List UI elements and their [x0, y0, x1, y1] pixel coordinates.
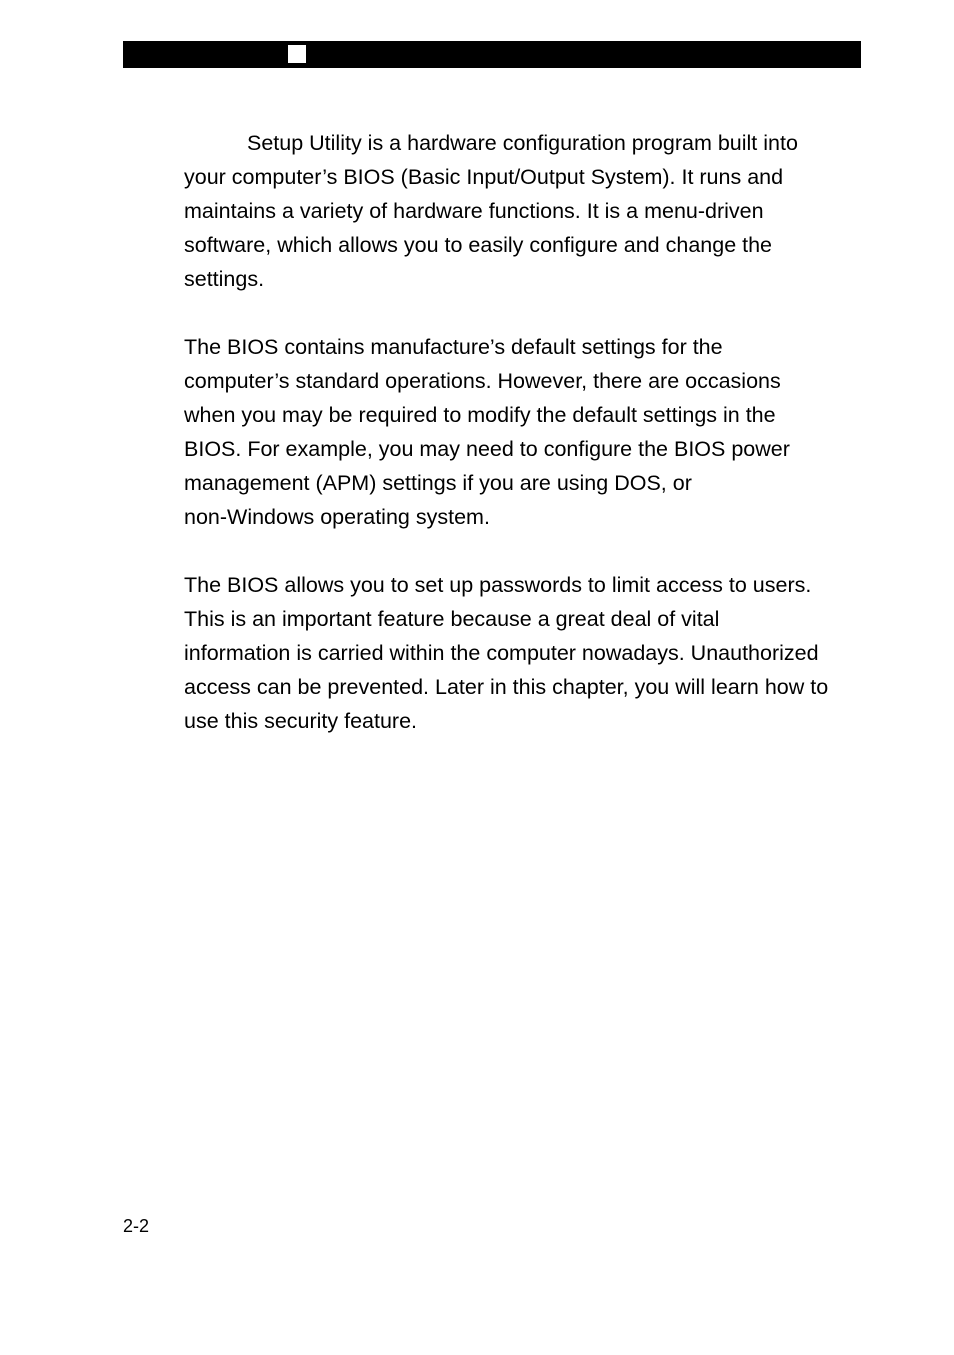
text-line: when you may be required to modify the default settings in the — [184, 403, 776, 427]
text-line: non-Windows operating system. — [184, 505, 490, 529]
text-line: The BIOS allows you to set up passwords to limit access to users. — [184, 573, 812, 597]
text-line: information is carried within the computer nowadays. Unauthorized — [184, 641, 819, 665]
text-line: BIOS. For example, you may need to configure the BIOS power — [184, 437, 790, 461]
text-line: your computer’s BIOS (Basic Input/Output System). It runs and — [184, 165, 784, 189]
text-line: maintains a variety of hardware functions. It is a menu-driven — [184, 199, 764, 223]
text-line: settings. — [184, 267, 265, 291]
body-text — [184, 126, 864, 772]
paragraph-default-settings — [184, 330, 864, 534]
page-number: 2-2 — [123, 1216, 150, 1236]
text-line: computer’s standard operations. However, there are occasions — [184, 369, 781, 393]
text-line: Setup Utility is a hardware configuration program built into — [247, 131, 798, 155]
text-line: This is an important feature because a great deal of vital — [184, 607, 720, 631]
text-line: software, which allows you to easily configure and change the — [184, 233, 773, 257]
text-line: use this security feature. — [184, 709, 418, 733]
header-bar — [123, 41, 861, 68]
text-line: The BIOS contains manufacture’s default settings for the — [184, 335, 723, 359]
paragraph-intro — [184, 126, 864, 296]
white-square-icon — [288, 45, 306, 63]
paragraph-passwords — [184, 568, 864, 738]
text-line: access can be prevented. Later in this chapter, you will learn how to — [184, 675, 829, 699]
text-line: management (APM) settings if you are using DOS, or — [184, 471, 692, 495]
